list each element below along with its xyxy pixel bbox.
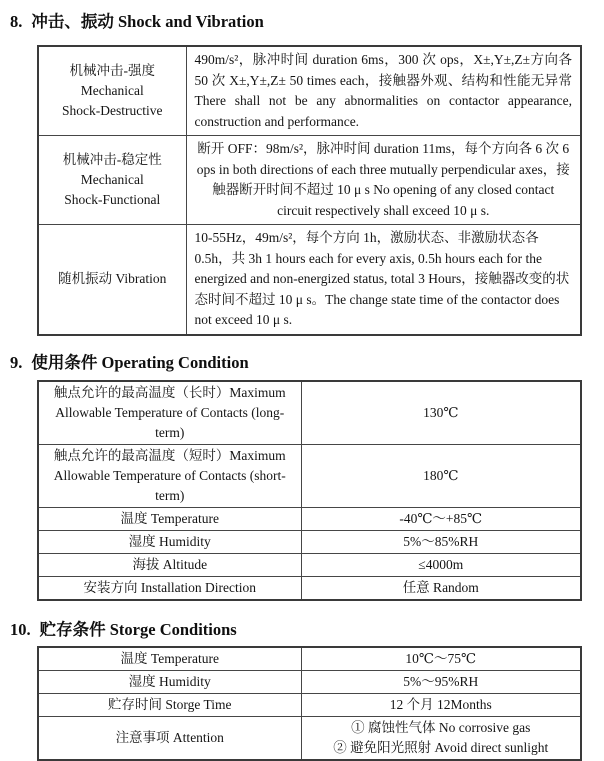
table-row	[38, 670, 581, 693]
section-8-heading-text: 冲击、振动 Shock and Vibration	[31, 11, 263, 33]
section-10-heading-text: 贮存条件 Storge Conditions	[40, 619, 237, 641]
shock-vibration-table	[37, 45, 582, 336]
table-row	[38, 225, 581, 335]
section-9-title	[10, 352, 604, 374]
row-value-storage-time: 12 个月 12Months	[301, 693, 581, 716]
label-line: Mechanical	[43, 170, 182, 190]
row-label-installation-direction: 安装方向 Installation Direction	[38, 576, 301, 600]
table-row	[38, 136, 581, 225]
operating-condition-table	[37, 380, 582, 601]
row-value-temperature: -40℃～+85℃	[301, 507, 581, 530]
table-row	[38, 716, 581, 760]
storage-conditions-table	[37, 646, 582, 761]
label-line: Shock-Destructive	[43, 101, 182, 121]
attention-item-2: ② 避免阳光照射 Avoid direct sunlight	[308, 738, 575, 758]
row-label-max-temp-short-term: 触点允许的最高温度（短时）Maximum Allowable Temperature of Contacts (short-term)	[38, 444, 301, 507]
attention-item-1: ① 腐蚀性气体 No corrosive gas	[308, 718, 575, 738]
row-label-storage-time: 贮存时间 Storge Time	[38, 693, 301, 716]
row-value-installation-direction: 任意 Random	[301, 576, 581, 600]
table-row	[38, 576, 581, 600]
section-10-title	[10, 619, 604, 641]
section-9-number: 9.	[10, 352, 22, 374]
row-label-mechanical-shock-destructive	[38, 46, 186, 136]
label-line: 随机振动 Vibration	[43, 269, 182, 289]
row-value-max-temp-long-term: 130℃	[301, 381, 581, 445]
row-value-max-temp-short-term: 180℃	[301, 444, 581, 507]
table-row	[38, 381, 581, 445]
row-value-altitude: ≤4000m	[301, 553, 581, 576]
label-line: 机械冲击-强度	[43, 61, 182, 81]
row-label-humidity: 湿度 Humidity	[38, 530, 301, 553]
row-label-random-vibration	[38, 225, 186, 335]
label-line: Mechanical	[43, 81, 182, 101]
row-label-max-temp-long-term: 触点允许的最高温度（长时）Maximum Allowable Temperature of Contacts (long-term)	[38, 381, 301, 445]
row-value-humidity: 5%～85%RH	[301, 530, 581, 553]
section-10-number: 10.	[10, 619, 31, 641]
table-row	[38, 647, 581, 671]
table-row	[38, 46, 581, 136]
row-value-mechanical-shock-functional: 断开 OFF：98m/s²，脉冲时间 duration 11ms，每个方向各 6 次 6 ops in both directions of each three mutually perpendicular axes，接触器断开时间不超过 10 μ s No opening of any closed contact circuit respectively shall exceed 10 μ s.	[186, 136, 581, 225]
table-row	[38, 693, 581, 716]
row-label-mechanical-shock-functional	[38, 136, 186, 225]
row-value-storage-temperature: 10℃～75℃	[301, 647, 581, 671]
row-label-temperature: 温度 Temperature	[38, 507, 301, 530]
row-value-attention	[301, 716, 581, 760]
row-label-storage-temperature: 温度 Temperature	[38, 647, 301, 671]
label-line: Shock-Functional	[43, 190, 182, 210]
label-line: 机械冲击-稳定性	[43, 150, 182, 170]
table-row	[38, 507, 581, 530]
row-label-attention: 注意事项 Attention	[38, 716, 301, 760]
section-8-title	[10, 11, 604, 33]
row-label-storage-humidity: 湿度 Humidity	[38, 670, 301, 693]
section-8-number: 8.	[10, 11, 22, 33]
row-value-random-vibration: 10-55Hz，49m/s²，每个方向 1h，激励状态、非激励状态各 0.5h，共 3h 1 hours each for every axis, 0.5h hours each for the energized and non-energized status, total 3 Hours，接触器改变的状态时间不超过 10 μ s。The change state time of the contactor does not exceed 10 μ s.	[186, 225, 581, 335]
row-value-storage-humidity: 5%～95%RH	[301, 670, 581, 693]
section-9-heading-text: 使用条件 Operating Condition	[31, 352, 248, 374]
row-value-mechanical-shock-destructive: 490m/s²，脉冲时间 duration 6ms，300 次 ops，X±,Y±,Z±方向各 50 次 X±,Y±,Z± 50 times each，接触器外观、结构和性能无异常 There shall not be any abnormalities on contactor appearance, construction and performance.	[186, 46, 581, 136]
table-row	[38, 530, 581, 553]
table-row	[38, 444, 581, 507]
row-label-altitude: 海拔 Altitude	[38, 553, 301, 576]
table-row	[38, 553, 581, 576]
